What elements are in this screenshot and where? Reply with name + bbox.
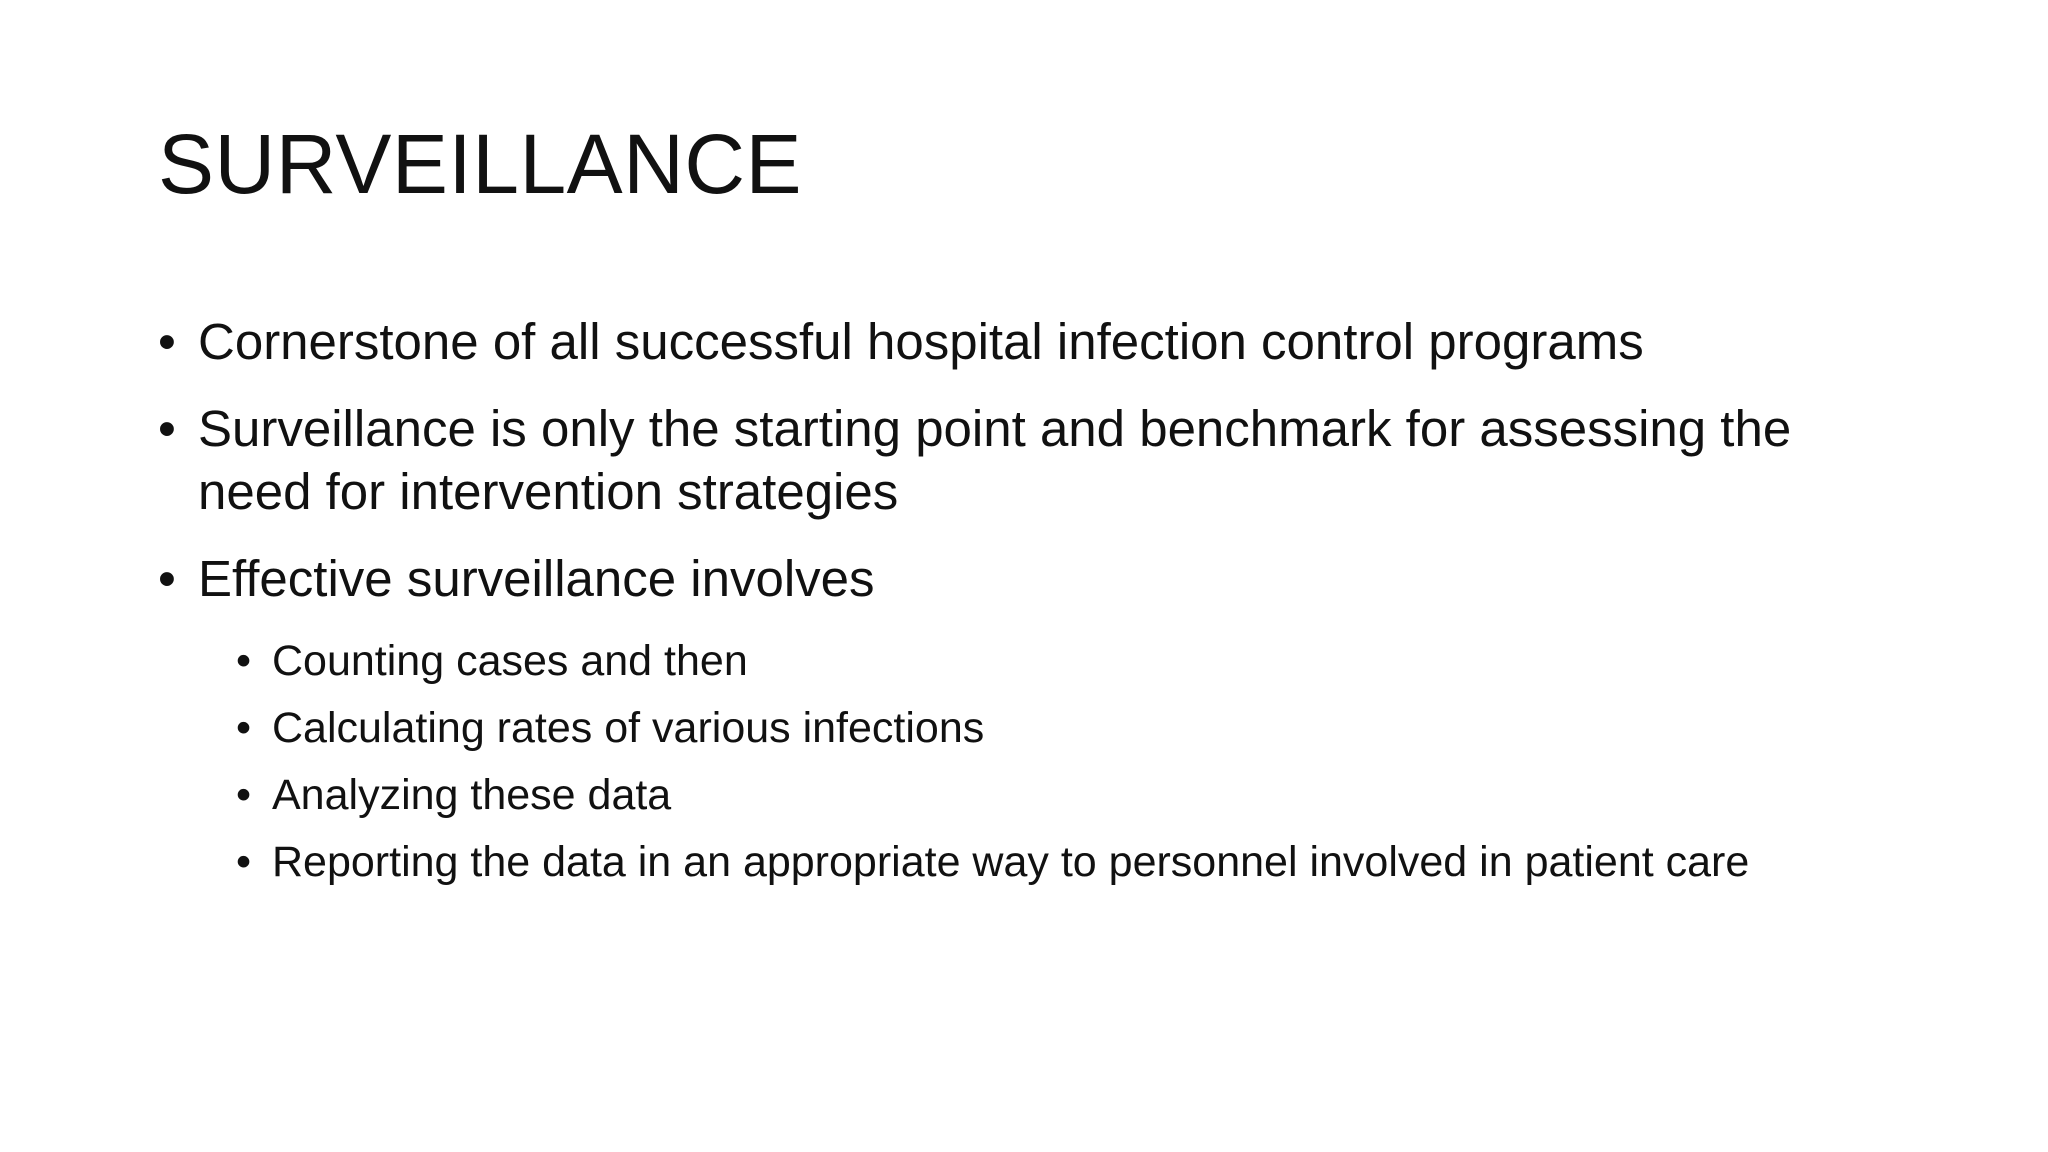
sub-bullet-item — [236, 835, 1898, 889]
sub-bullet-text: Analyzing these data — [272, 771, 672, 819]
bullet-text: Cornerstone of all successful hospital infection control programs — [198, 313, 1644, 370]
bullet-dot-icon: • — [158, 313, 176, 370]
bullet-list — [158, 310, 1898, 902]
bullet-item — [158, 397, 1898, 523]
bullet-dot-icon: • — [158, 550, 176, 607]
sub-bullet-dot-icon: • — [236, 838, 252, 886]
bullet-dot-icon: • — [158, 400, 176, 457]
bullet-item — [158, 310, 1898, 373]
bullet-item — [158, 547, 1898, 610]
sub-bullet-text: Counting cases and then — [272, 637, 748, 685]
bullet-text: Effective surveillance involves — [198, 550, 875, 607]
sub-bullet-item — [236, 634, 1898, 688]
sub-bullet-dot-icon: • — [236, 704, 252, 752]
sub-bullet-dot-icon: • — [236, 771, 252, 819]
sub-bullet-dot-icon: • — [236, 637, 252, 685]
slide-title: SURVEILLANCE — [158, 117, 803, 211]
bullet-text: Surveillance is only the starting point and benchmark for assessing the need for intervention strategies — [198, 400, 1792, 520]
sub-bullet-text: Calculating rates of various infections — [272, 704, 985, 752]
sub-bullet-list — [236, 634, 1898, 889]
sub-bullet-item — [236, 768, 1898, 822]
sub-bullet-text: Reporting the data in an appropriate way to personnel involved in patient care — [272, 838, 1750, 886]
sub-bullet-item — [236, 701, 1898, 755]
